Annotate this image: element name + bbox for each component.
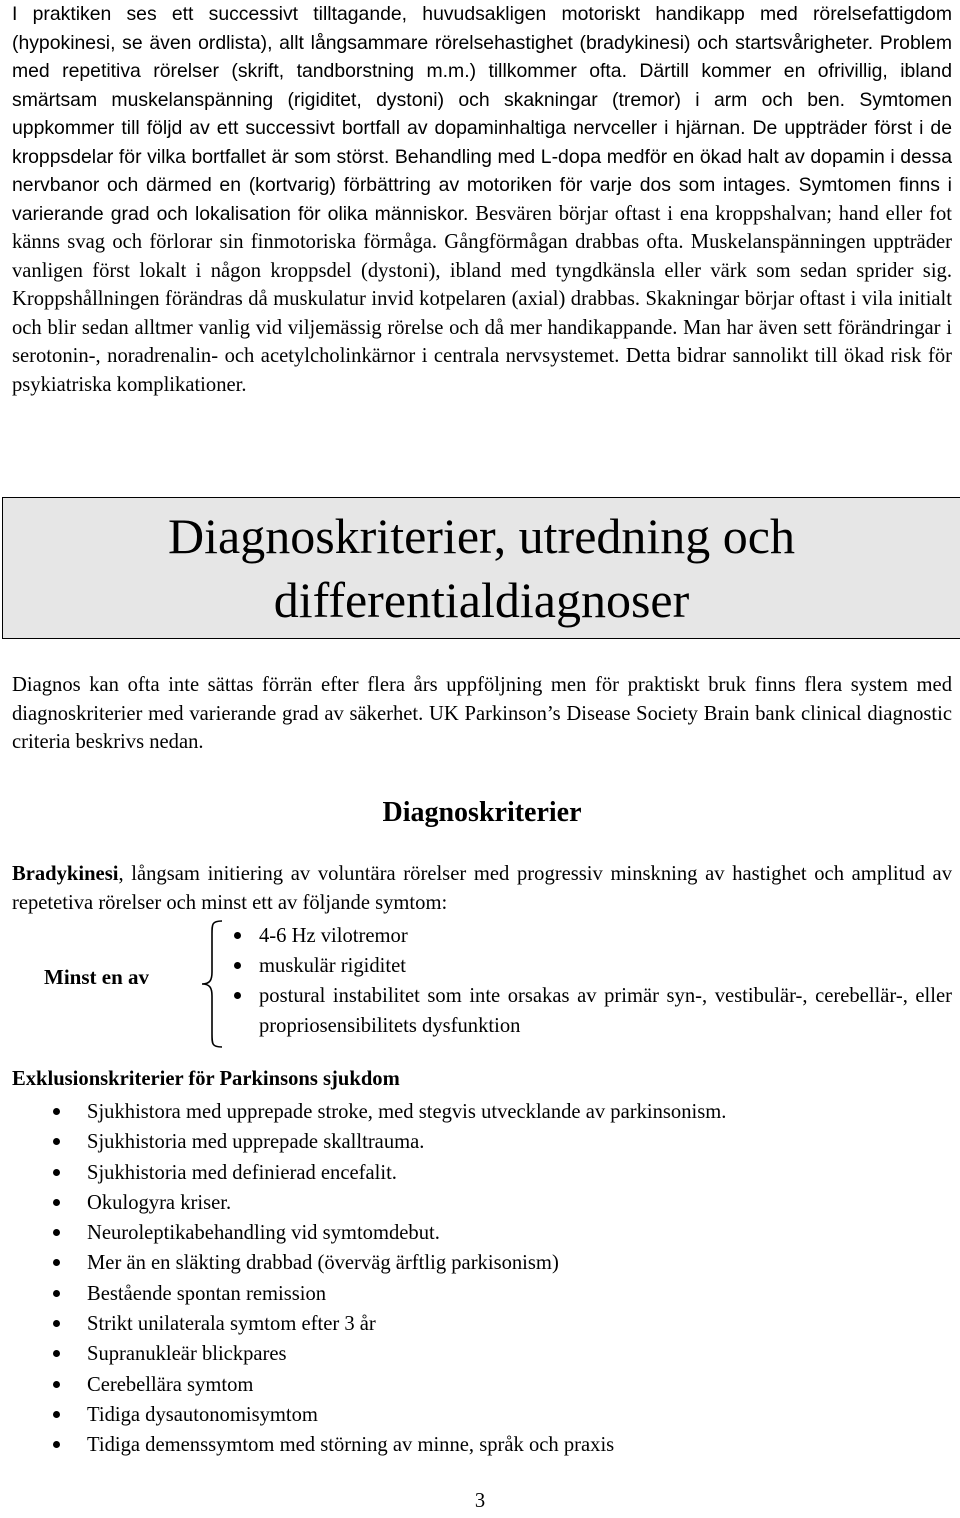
criteria-subheading: Diagnoskriterier — [382, 797, 582, 828]
page-number: 3 — [474, 1490, 486, 1512]
symptom-list — [226, 921, 952, 1041]
exclusion-item: Neuroleptikabehandling vid symtomdebut. — [12, 1218, 952, 1248]
exclusion-list — [12, 1097, 952, 1461]
bradykinesia-paragraph — [12, 860, 952, 918]
exclusion-item: Sjukhistoria med definierad encefalit. — [12, 1158, 952, 1188]
bradykinesia-text: , långsam initiering av voluntära rörelser med progressiv minskning av hastighet och amplitud av repetetiva rörelser och minst ett av följande symtom: — [12, 863, 952, 914]
intro-sentence-group-2: Behandling med L-dopa medför en ökad halt av dopamin i dessa nervbanor och därmed en (kortvarig) förbättring av motoriken för varje dos som intages. Symtomen finns i varierande grad och lokalisation för olika människor. — [12, 145, 952, 225]
exclusion-item: Tidiga dysautonomisymtom — [12, 1400, 952, 1430]
exclusion-item: Bestående spontan remission — [12, 1279, 952, 1309]
exclusion-item: Okulogyra kriser. — [12, 1188, 952, 1218]
intro-sentence-group-1: I praktiken ses ett successivt tilltagande, huvudsakligen motoriskt handikapp med rörelsefattigdom (hypokinesi, se även ordlista), allt långsammare rörelsehastighet (bradykinesi) och startsvårigheter. Problem med repetitiva rörelser (skrift, tandborstning m.m.) tillkommer ofta. Därtill kommer en ofrivillig, ibland smärtsam muskelanspänning (rigiditet, dystoni) och skakningar (tremor) i arm och ben. Symtomen uppkommer till följd av ett successivt bortfall av dopaminhaltiga nervceller i hjärnan. De uppträder först i de kroppsdelar för vilka bortfallet är som störst. — [12, 3, 952, 168]
curly-brace — [200, 920, 224, 1048]
exclusion-item: Strikt unilaterala symtom efter 3 år — [12, 1309, 952, 1339]
intro-sentence-group-3: Besvären börjar oftast i ena kroppshalvan; hand eller fot känns svag och förlorar sin finmotoriska förmåga. Gångförmågan drabbas ofta. Muskelanspänningen uppträder vanligen först lokalt i någon kroppsdel (dystoni), ibland med tyngdkänsla eller värk som sedan sprider sig. Kroppshållningen förändras då muskulatur invid kotpelaren (axial) drabbas. Skakningar börjar oftast i vila initialt och blir sedan alltmer vanlig vid viljemässig rörelse och då mer handikappande. Man har även sett förändringar i serotonin-, noradrenalin- och acetylcholinkärnor i centrala nervsystemet. Detta bidrar sannolikt till ökad risk för psykiatriska komplikationer. — [12, 202, 952, 396]
symptom-item: postural instabilitet som inte orsakas av primär syn-, vestibulär-, cerebellär-, eller propriosensibilitets dysfunktion — [226, 981, 952, 1041]
intro-paragraph — [12, 0, 952, 399]
symptom-item: muskulär rigiditet — [226, 951, 952, 981]
minst-en-av-label: Minst en av — [44, 965, 149, 989]
section-heading: Diagnoskriterier, utredning och differentialdiagnoser — [168, 508, 795, 628]
exclusion-item: Sjukhistora med upprepade stroke, med stegvis utvecklande av parkinsonism. — [12, 1097, 952, 1127]
exclusion-item: Cerebellära symtom — [12, 1370, 952, 1400]
exclusion-item: Supranukleär blickpares — [12, 1339, 952, 1369]
exclusion-heading: Exklusionskriterier för Parkinsons sjukdom — [12, 1068, 400, 1090]
exclusion-item: Sjukhistoria med upprepade skalltrauma. — [12, 1127, 952, 1157]
exclusion-item: Mer än en släkting drabbad (överväg ärftlig parkisonism) — [12, 1248, 952, 1278]
symptom-item: 4-6 Hz vilotremor — [226, 921, 952, 951]
section-heading-box — [2, 497, 960, 639]
bradykinesia-term: Bradykinesi — [12, 863, 119, 885]
exclusion-item: Tidiga demenssymtom med störning av minne, språk och praxis — [12, 1430, 952, 1460]
diagnosis-intro-paragraph: Diagnos kan ofta inte sättas förrän efter flera års uppföljning men för praktiskt bruk finns flera system med diagnoskriterier med varierande grad av säkerhet. UK Parkinson’s Disease Society Brain bank clinical diagnostic criteria beskrivs nedan. — [12, 674, 952, 753]
